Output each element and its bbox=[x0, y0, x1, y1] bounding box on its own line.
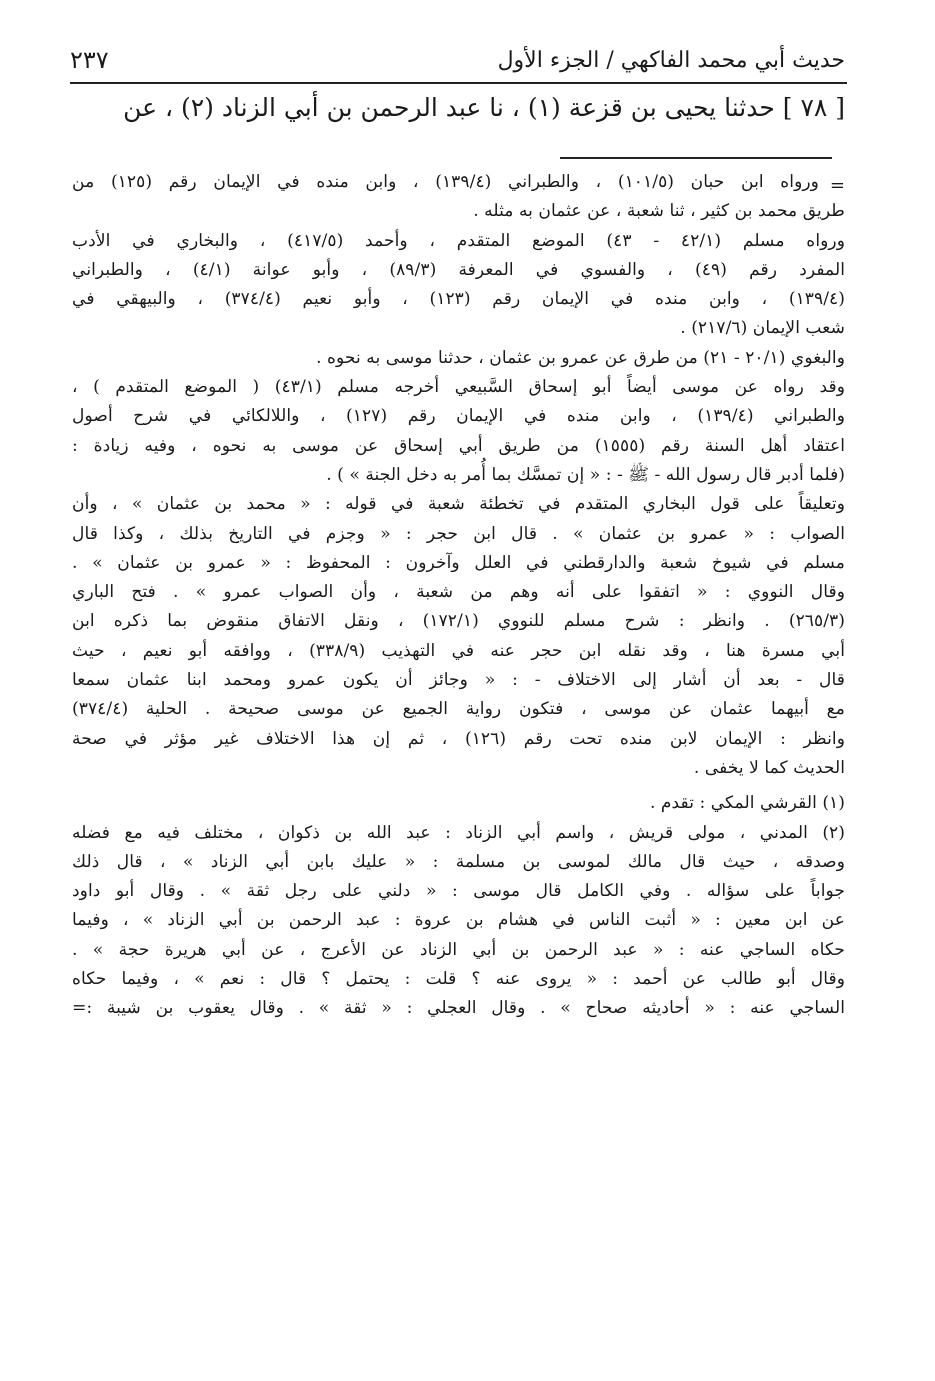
footnote-2: (٢) المدني ، مولى قريش ، واسم أبي الزناد : عبد الله بن ذكوان ، مختلف فيه مع فضله bbox=[72, 822, 845, 843]
header-rule bbox=[70, 82, 847, 84]
footnote-1: (١) القرشي المكي : تقدم . bbox=[649, 793, 845, 814]
note-line: (فلما أدبر قال رسول الله - ﷺ - : « إن تمسَّك بما أُمر به دخل الجنة » ) . bbox=[326, 464, 845, 485]
note-line: (٢٦٥/٣) . وانظر : شرح مسلم للنووي (١٧٢/١) ، ونقل الاتفاق منقوض بما ذكره ابن bbox=[72, 611, 845, 632]
footnote-line: وقال أبو طالب عن أحمد : « يروى عنه ؟ قلت : يحتمل ؟ قال : نعم » ، وفيما حكاه bbox=[72, 969, 845, 990]
note-line: مع أبيهما عثمان عن موسى ، فتكون رواية الجميع عن موسى صحيحة . الحلية (٣٧٤/٤) bbox=[72, 699, 845, 720]
note-line: والبغوي (٢٠/١ - ٢١) من طرق عن عمرو بن عثمان ، حدثنا موسى به نحوه . bbox=[316, 347, 845, 368]
footnote-separator bbox=[560, 157, 832, 159]
note-line: الصواب : « عمرو بن عثمان » . قال ابن حجر : « وجزم في التاريخ بذلك ، وكذا قال bbox=[72, 523, 845, 544]
page-header bbox=[70, 40, 845, 80]
footnote-line: حكاه الساجي عنه : « عبد الرحمن بن أبي الزناد عن الأعرج ، عن أبي هريرة حجة » . bbox=[72, 939, 845, 960]
note-line: مسلم في شيوخ شعبة والدارقطني في العلل وآخرون : المحفوظ : « عمرو بن عثمان » . bbox=[72, 552, 845, 573]
footnote-line: عن ابن معين : « أثبت الناس في هشام بن عروة : عبد الرحمن بن أبي الزناد » ، وفيما bbox=[72, 910, 845, 931]
note-line: أبي مسرة هنا ، وقد نقله ابن حجر عنه في التهذيب (٣٣٨/٩) ، ووافقه أبو نعيم ، حيث bbox=[72, 640, 845, 661]
page-number: ٢٣٧ bbox=[70, 46, 109, 74]
note-line: (١٣٩/٤) ، وابن منده في الإيمان رقم (١٢٣) ، وأبو نعيم (٣٧٤/٤) ، والبيهقي في bbox=[72, 289, 845, 310]
note-line: الحديث كما لا يخفى . bbox=[693, 757, 845, 778]
note-line: وتعليقاً على قول البخاري المتقدم في تخطئة شعبة في قوله : « محمد بن عثمان » ، وأن bbox=[72, 494, 845, 515]
footnote-line: وصدقه ، حيث قال مالك لموسى بن مسلمة : « عليك بابن أبي الزناد » ، قال ذلك bbox=[72, 851, 845, 872]
footnote-line: الساجي عنه : « أحاديثه صحاح » . وقال العجلي : « ثقة » . وقال يعقوب بن شيبة := bbox=[72, 998, 845, 1019]
notes-section bbox=[72, 168, 845, 1024]
hadith-text: [ ٧٨ ] حدثنا يحيى بن قزعة (١) ، نا عبد الرحمن بن أبي الزناد (٢) ، عن bbox=[123, 93, 845, 122]
note-line: قال - بعد أن أشار إلى الاختلاف - : « وجائز أن يكون عمرو ومحمد ابنا عثمان سمعا bbox=[72, 670, 845, 691]
note-line: وقد رواه عن موسى أيضاً أبو إسحاق السَّبيعي أخرجه مسلم (٤٣/١) ( الموضع المتقدم ) ، bbox=[72, 377, 846, 398]
note-line: والطبراني (١٣٩/٤) ، وابن منده في الإيمان رقم (١٢٧) ، واللالكائي في شرح أصول bbox=[72, 406, 846, 427]
note-line: وقال النووي : « اتفقوا على أنه وهم من شعبة ، وأن الصواب عمرو » . فتح الباري bbox=[72, 582, 845, 603]
continuation-marker: = bbox=[829, 175, 845, 196]
footnote-line: جواباً على سؤاله . وفي الكامل قال موسى : « دلني على رجل ثقة » . وقال أبو داود bbox=[72, 881, 845, 902]
note-line: اعتقاد أهل السنة رقم (١٥٥٥) من طريق أبي إسحاق عن موسى به نحوه ، وفيه زيادة : bbox=[72, 435, 845, 456]
note-line: ورواه مسلم (٤٢/١ - ٤٣) الموضع المتقدم ، وأحمد (٤١٧/٥) ، والبخاري في الأدب bbox=[72, 230, 845, 251]
note-line: المفرد رقم (٤٩) ، والفسوي في المعرفة (٨٩/٣) ، وأبو عوانة (٤/١) ، والطبراني bbox=[72, 259, 845, 280]
note-line: ورواه ابن حبان (١٠١/٥) ، والطبراني (١٣٩/٤) ، وابن منده في الإيمان رقم (١٢٥) من bbox=[72, 172, 819, 192]
running-title: حديث أبي محمد الفاكهي / الجزء الأول bbox=[497, 47, 845, 73]
note-line: طريق محمد بن كثير ، ثنا شعبة ، عن عثمان به مثله . bbox=[473, 201, 845, 222]
note-line: وانظر : الإيمان لابن منده تحت رقم (١٢٦) ، ثم إن هذا الاختلاف غير مؤثر في صحة bbox=[72, 728, 845, 749]
footnotes bbox=[72, 789, 845, 1023]
note-line: شعب الإيمان (٢١٧/٦) . bbox=[680, 318, 845, 339]
